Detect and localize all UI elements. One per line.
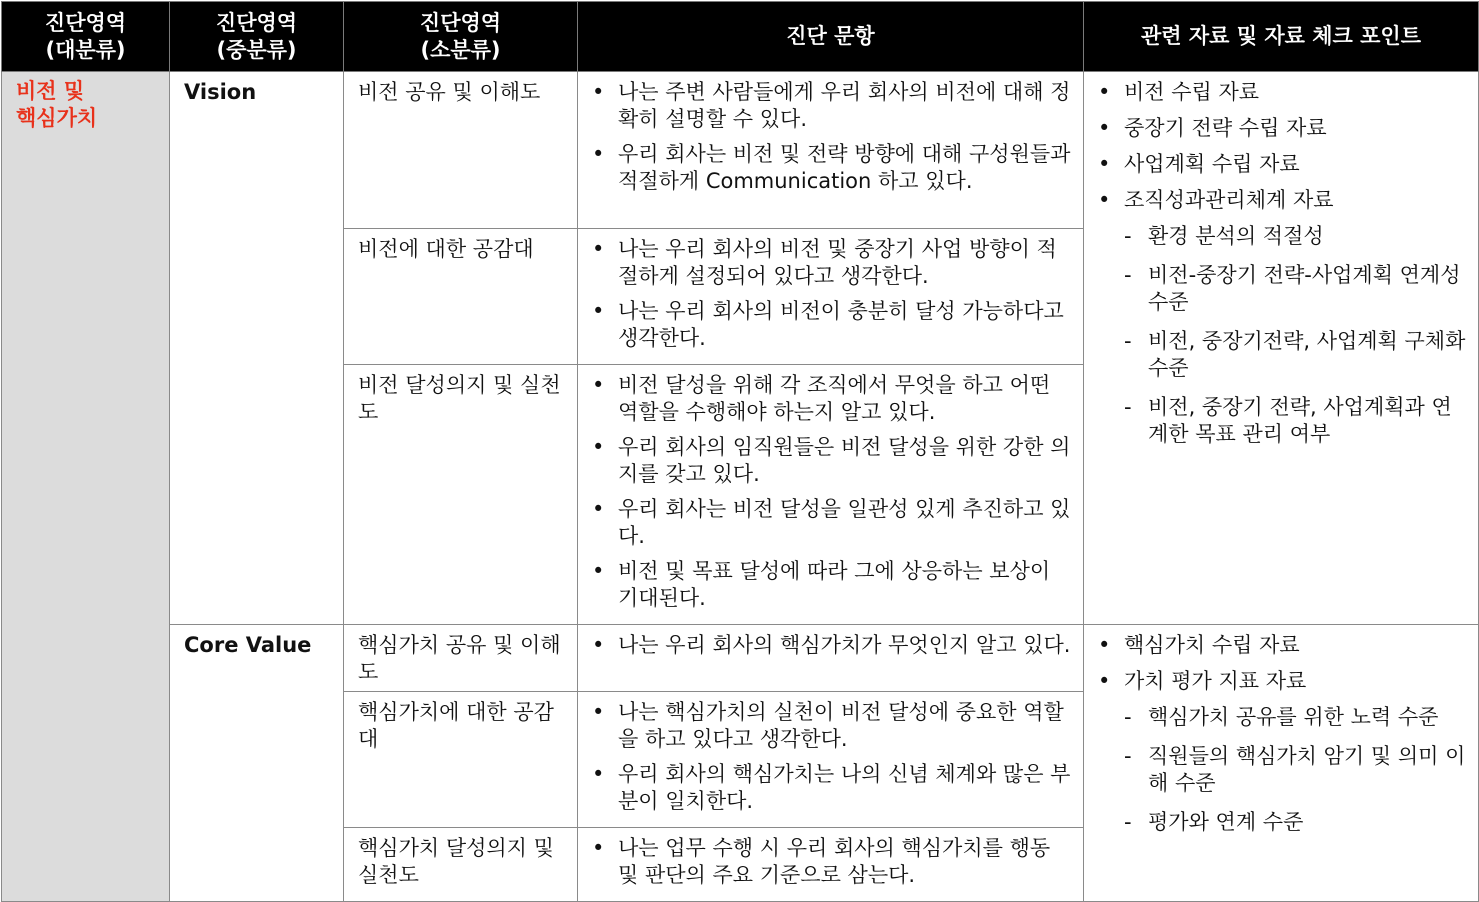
checkpoint-item: - 평가와 연계 수준 — [1098, 809, 1470, 836]
list-item: • 나는 핵심가치의 실천이 비전 달성에 중요한 역할을 하고 있다고 생각한다. — [592, 699, 1075, 753]
mid-area-vision: Vision — [170, 72, 344, 625]
minor-area-cell: 비전에 대한 공감대 — [344, 229, 578, 365]
list-item: • 나는 우리 회사의 비전 및 중장기 사업 방향이 적절하게 설정되어 있다고 생각한다. — [592, 236, 1075, 290]
header-row — [2, 2, 1479, 72]
resource-item: • 중장기 전략 수립 자료 — [1098, 115, 1470, 142]
resource-item: • 조직성과관리체계 자료 — [1098, 187, 1470, 214]
items-cell — [578, 625, 1084, 692]
items-cell — [578, 692, 1084, 828]
list-item: • 우리 회사는 비전 달성을 일관성 있게 추진하고 있다. — [592, 496, 1075, 550]
resources-cell-core-value — [1084, 625, 1479, 902]
resource-item: • 비전 수립 자료 — [1098, 79, 1470, 106]
table-row — [2, 72, 1479, 229]
minor-area-cell: 핵심가치 달성의지 및 실천도 — [344, 828, 578, 902]
minor-area-cell: 핵심가치에 대한 공감대 — [344, 692, 578, 828]
list-item: • 나는 우리 회사의 비전이 충분히 달성 가능하다고 생각한다. — [592, 298, 1075, 352]
minor-area-cell: 비전 공유 및 이해도 — [344, 72, 578, 229]
checkpoint-item: - 비전-중장기 전략-사업계획 연계성 수준 — [1098, 262, 1470, 316]
items-cell — [578, 229, 1084, 365]
checkpoint-item: - 비전, 중장기전략, 사업계획 구체화 수준 — [1098, 328, 1470, 382]
items-cell — [578, 828, 1084, 902]
items-cell — [578, 72, 1084, 229]
minor-area-cell: 핵심가치 공유 및 이해도 — [344, 625, 578, 692]
resource-item: • 사업계획 수립 자료 — [1098, 151, 1470, 178]
header-resources: 관련 자료 및 자료 체크 포인트 — [1084, 2, 1479, 72]
mid-area-core-value: Core Value — [170, 625, 344, 902]
list-item: • 우리 회사의 핵심가치는 나의 신념 체계와 많은 부분이 일치한다. — [592, 761, 1075, 815]
list-item: • 비전 및 목표 달성에 따라 그에 상응하는 보상이 기대된다. — [592, 558, 1075, 612]
resource-item: • 가치 평가 지표 자료 — [1098, 668, 1470, 695]
list-item: • 나는 주변 사람들에게 우리 회사의 비전에 대해 정확히 설명할 수 있다. — [592, 79, 1075, 133]
header-items: 진단 문항 — [578, 2, 1084, 72]
list-item: • 나는 우리 회사의 핵심가치가 무엇인지 알고 있다. — [592, 632, 1075, 659]
checkpoint-item: - 핵심가치 공유를 위한 노력 수준 — [1098, 704, 1470, 731]
checkpoint-item: - 환경 분석의 적절성 — [1098, 223, 1470, 250]
header-major: 진단영역 (대분류) — [2, 2, 170, 72]
header-mid: 진단영역 (중분류) — [170, 2, 344, 72]
checkpoint-item: - 직원들의 핵심가치 암기 및 의미 이해 수준 — [1098, 743, 1470, 797]
diagnosis-table — [1, 1, 1479, 902]
list-item: • 우리 회사는 비전 및 전략 방향에 대해 구성원들과 적절하게 Communication 하고 있다. — [592, 141, 1075, 195]
resources-cell-vision — [1084, 72, 1479, 625]
minor-area-cell: 비전 달성의지 및 실천도 — [344, 365, 578, 625]
items-cell — [578, 365, 1084, 625]
list-item: • 비전 달성을 위해 각 조직에서 무엇을 하고 어떤 역할을 수행해야 하는지 알고 있다. — [592, 372, 1075, 426]
table-row — [2, 625, 1479, 692]
resource-item: • 핵심가치 수립 자료 — [1098, 632, 1470, 659]
checkpoint-item: - 비전, 중장기 전략, 사업계획과 연계한 목표 관리 여부 — [1098, 394, 1470, 448]
header-minor: 진단영역 (소분류) — [344, 2, 578, 72]
list-item: • 우리 회사의 임직원들은 비전 달성을 위한 강한 의지를 갖고 있다. — [592, 434, 1075, 488]
list-item: • 나는 업무 수행 시 우리 회사의 핵심가치를 행동 및 판단의 주요 기준으로 삼는다. — [592, 835, 1075, 889]
major-area-cell: 비전 및 핵심가치 — [2, 72, 170, 902]
